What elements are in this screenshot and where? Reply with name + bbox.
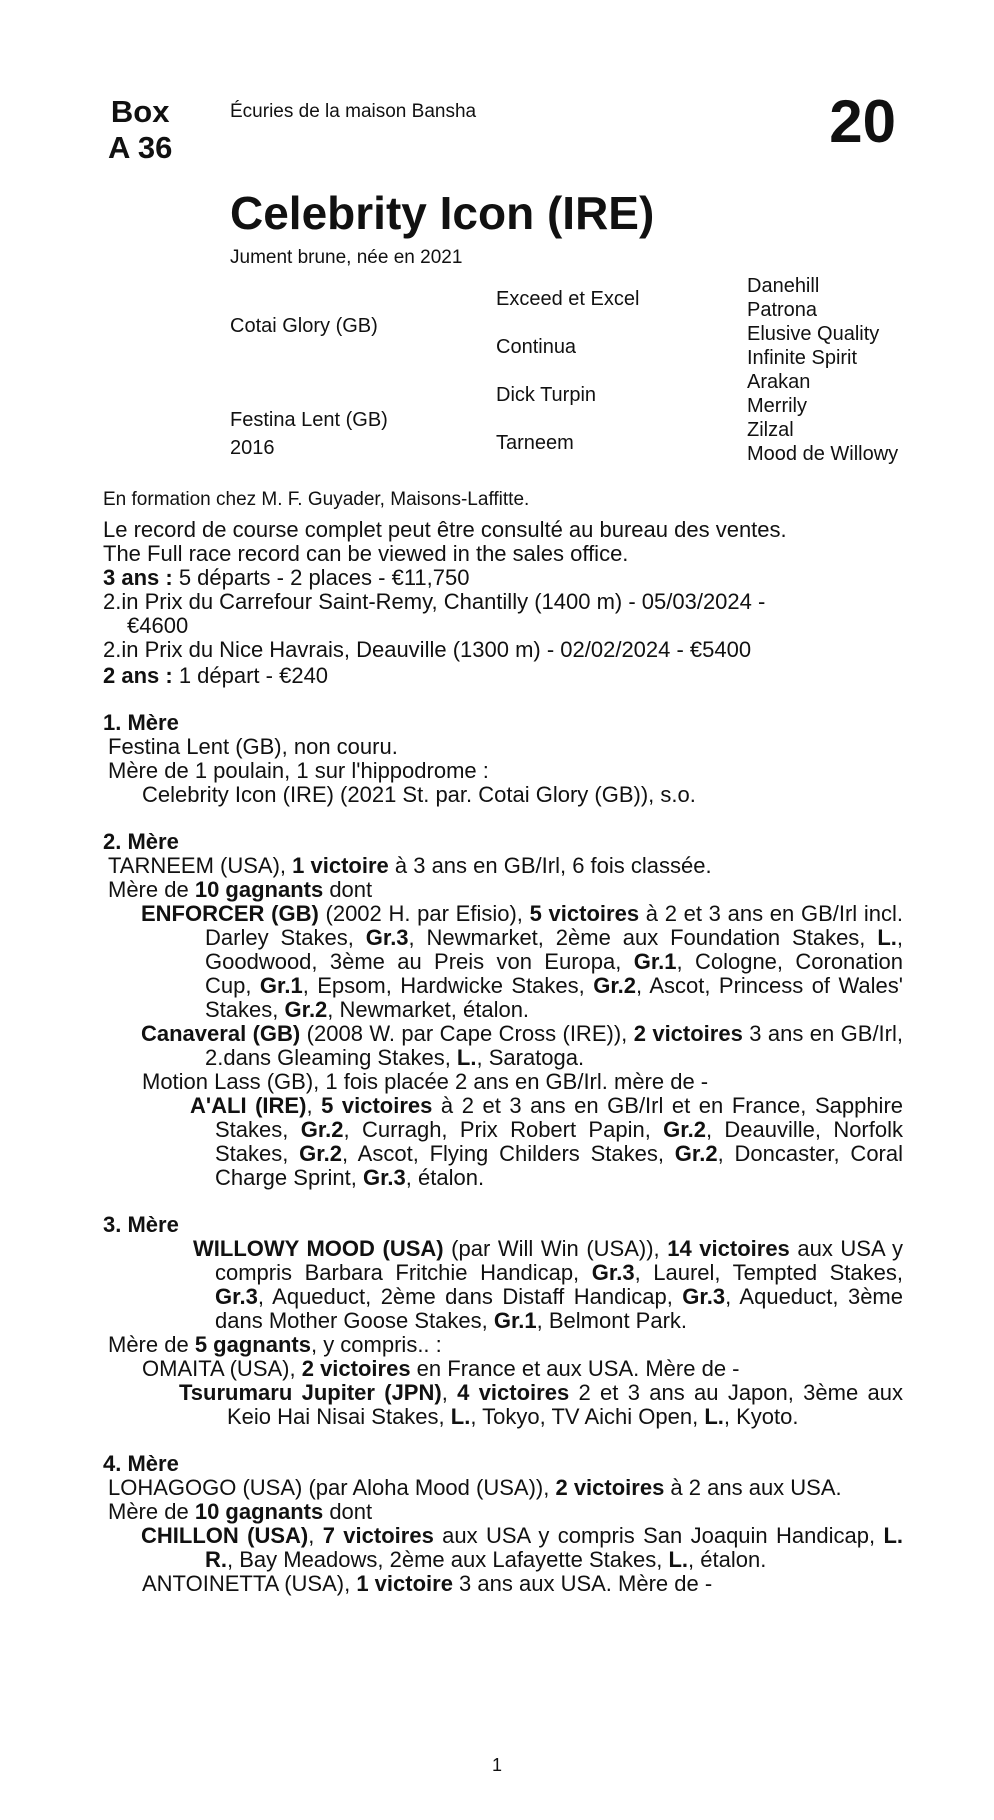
box-location — [108, 94, 172, 166]
text-segment: , Belmont Park. — [536, 1308, 688, 1333]
record-run: 2.in Prix du Nice Havrais, Deauville (1300 m) - 02/02/2024 - €5400 — [103, 637, 752, 662]
bold-text: 10 gagnants — [194, 877, 324, 902]
pedigree-great-grandparent: Mood de Willowy — [747, 443, 899, 465]
dam3-heading: 3. Mère — [103, 1212, 179, 1237]
pedigree-grandparent: Tarneem — [496, 432, 574, 454]
bold-text: L. — [450, 1404, 471, 1429]
pedigree-great-grandparent: Elusive Quality — [747, 323, 880, 345]
dam2-paragraph: Motion Lass (GB), 1 fois placée 2 ans en GB/Irl. mère de - — [142, 1069, 709, 1094]
pedigree-great-grandparent: Zilzal — [747, 419, 794, 441]
dam2-paragraph — [141, 901, 904, 1022]
bold-text: Gr.3 — [591, 1260, 635, 1285]
bold-text: 4 victoires — [457, 1380, 570, 1405]
text-segment: , Newmarket, étalon. — [327, 997, 530, 1022]
bold-text: CHILLON (USA) — [141, 1523, 309, 1548]
record-run: 2.in Prix du Carrefour Saint-Remy, Chantilly (1400 m) - 05/03/2024 - — [103, 589, 766, 614]
text-segment: , Kyoto. — [723, 1404, 799, 1429]
age3-summary: 5 départs - 2 places - €11,750 — [172, 565, 470, 590]
text-segment: , Goodwood, 3ème au Preis von Europa, — [205, 925, 904, 974]
box-label: Box — [110, 94, 170, 129]
lot-number: 20 — [829, 88, 896, 155]
text-segment: , Laurel, Tempted Stakes, — [634, 1260, 903, 1285]
pedigree-great-grandparent: Patrona — [747, 299, 818, 321]
text-segment: 2 et 3 ans au Japon, 3ème aux Keio Hai Nisai Stakes, — [227, 1380, 903, 1429]
bold-text: Gr.1 — [633, 949, 677, 974]
text-segment: , y compris.. : — [310, 1332, 442, 1357]
bold-text: 5 gagnants — [194, 1332, 311, 1357]
text-segment: , Tokyo, TV Aichi Open, — [470, 1404, 705, 1429]
text-segment: , Aqueduct, 2ème dans Distaff Handicap, — [257, 1284, 683, 1309]
bold-text: 1 victoire — [356, 1571, 453, 1596]
dam3-paragraph — [193, 1236, 904, 1333]
pedigree-sire: Cotai Glory (GB) — [230, 315, 378, 337]
bold-text: ENFORCER (GB) — [141, 901, 319, 926]
dam3-paragraph — [179, 1380, 903, 1429]
text-segment: , étalon. — [405, 1165, 485, 1190]
bold-text: 5 victoires — [321, 1093, 433, 1118]
dam1-line: Mère de 1 poulain, 1 sur l'hippodrome : — [108, 758, 489, 783]
pedigree-great-grandparent: Arakan — [747, 371, 811, 393]
bold-text: 2 victoires — [633, 1021, 743, 1046]
pedigree-dam-year: 2016 — [230, 437, 275, 459]
bold-text: Tsurumaru Jupiter (JPN) — [179, 1380, 442, 1405]
text-segment: aux USA y compris Barbara Fritchie Handicap, — [215, 1236, 904, 1285]
bold-text: L. — [668, 1547, 689, 1572]
dam2-paragraph — [141, 1021, 903, 1070]
text-segment: 3 ans aux USA. Mère de - — [452, 1571, 713, 1596]
pedigree-great-grandparent: Merrily — [747, 395, 807, 417]
text-segment: dont — [323, 877, 373, 902]
record-age3 — [103, 566, 903, 590]
bold-text: 5 victoires — [529, 901, 640, 926]
text-segment: , Doncaster, Coral Charge Sprint, — [215, 1141, 904, 1190]
bold-text: 14 victoires — [667, 1236, 790, 1261]
text-segment: , — [306, 1093, 322, 1118]
page-number: 1 — [491, 1755, 502, 1775]
text-segment: , Ascot, Princess of Wales' Stakes, — [205, 973, 903, 1022]
text-segment: , Cologne, Coronation Cup, — [205, 949, 903, 998]
bold-text: Gr.2 — [300, 1117, 344, 1142]
text-segment: , Epsom, Hardwicke Stakes, — [302, 973, 594, 998]
horse-name: Celebrity Icon (IRE) — [230, 187, 655, 239]
horse-description: Jument brune, née en 2021 — [230, 247, 463, 268]
age2-summary: 1 départ - €240 — [172, 663, 329, 688]
bold-text: Gr.3 — [215, 1284, 258, 1309]
dam1-line: Festina Lent (GB), non couru. — [108, 734, 398, 759]
text-segment: , étalon. — [688, 1547, 767, 1572]
dam1-line: Celebrity Icon (IRE) (2021 St. par. Cotai Glory (GB)), s.o. — [142, 782, 696, 807]
bold-text: 2 victoires — [301, 1356, 411, 1381]
bold-text: L. — [456, 1045, 477, 1070]
dam3-paragraph — [103, 1333, 903, 1357]
bold-text: L. — [704, 1404, 724, 1429]
bold-text: Canaveral (GB) — [141, 1021, 301, 1046]
bold-text: Gr.1 — [493, 1308, 537, 1333]
bold-text: Gr.1 — [259, 973, 303, 998]
dam2-paragraph — [190, 1093, 904, 1190]
dam2-paragraph — [103, 854, 728, 902]
record-run-cont: €4600 — [127, 613, 189, 638]
record-note-en: The Full race record can be viewed in the sales office. — [103, 541, 629, 566]
text-segment: à 2 et 3 ans en GB/Irl et en France, Sapphire Stakes, — [215, 1093, 904, 1142]
record-age2 — [103, 664, 903, 688]
bold-text: L. R. — [205, 1523, 904, 1572]
text-segment: LOHAGOGO (USA) (par Aloha Mood (USA)), — [108, 1475, 556, 1500]
consignor: Écuries de la maison Bansha — [230, 101, 477, 122]
bold-text: Gr.2 — [284, 997, 328, 1022]
text-segment: (2002 H. par Efisio), — [318, 901, 530, 926]
bold-text: 1 victoire — [292, 853, 389, 878]
text-segment: TARNEEM (USA), — [108, 853, 293, 878]
text-segment: à 2 et 3 ans en GB/Irl incl. Darley Stakes, — [205, 901, 904, 950]
text-segment: , Bay Meadows, 2ème aux Lafayette Stakes, — [227, 1547, 669, 1572]
text-segment: , Curragh, Prix Robert Papin, — [343, 1117, 664, 1142]
text-segment: à 2 ans aux USA. Mère de — [108, 1475, 842, 1524]
text-segment: OMAITA (USA), — [142, 1356, 302, 1381]
text-segment: , Saratoga. — [476, 1045, 585, 1070]
pedigree-grandparent: Exceed et Excel — [496, 288, 640, 310]
catalogue-body — [103, 488, 903, 1596]
text-segment: (par Will Win (USA)), — [443, 1236, 668, 1261]
pedigree-great-grandparent: Danehill — [747, 275, 820, 297]
pedigree-grandparent: Continua — [496, 336, 577, 358]
dam4-heading: 4. Mère — [103, 1451, 179, 1476]
age3-label: 3 ans : — [103, 565, 173, 590]
box-number: A 36 — [108, 130, 173, 165]
bold-text: Gr.2 — [674, 1141, 718, 1166]
dam2-heading: 2. Mère — [103, 829, 179, 854]
bold-text: Gr.3 — [365, 925, 409, 950]
dam4-paragraph — [103, 1572, 903, 1596]
bold-text: WILLOWY MOOD (USA) — [193, 1236, 444, 1261]
dam3-paragraph — [103, 1357, 903, 1381]
text-segment: , Ascot, Flying Childers Stakes, — [341, 1141, 675, 1166]
text-segment: à 3 ans en GB/Irl, 6 fois classée. Mère de — [108, 853, 712, 902]
bold-text: Gr.2 — [299, 1141, 342, 1166]
trainer-line: En formation chez M. F. Guyader, Maisons-Laffitte. — [103, 489, 530, 510]
bold-text: 7 victoires — [322, 1523, 434, 1548]
dam4-paragraph — [103, 1476, 868, 1524]
text-segment: , Newmarket, 2ème aux Foundation Stakes, — [408, 925, 878, 950]
dam4-paragraph — [141, 1523, 904, 1572]
text-segment: en France et aux USA. Mère de - — [410, 1356, 740, 1381]
bold-text: L. — [877, 925, 897, 950]
bold-text: 2 victoires — [555, 1475, 665, 1500]
dam1-heading: 1. Mère — [103, 710, 179, 735]
text-segment: dont — [323, 1499, 373, 1524]
text-segment: aux USA y compris San Joaquin Handicap, — [433, 1523, 884, 1548]
age2-label: 2 ans : — [103, 663, 173, 688]
pedigree-grandparent: Dick Turpin — [496, 384, 597, 406]
bold-text: Gr.3 — [682, 1284, 726, 1309]
text-segment: , Deauville, Norfolk Stakes, — [215, 1117, 903, 1166]
text-segment: , — [441, 1380, 458, 1405]
text-segment: ANTOINETTA (USA), — [142, 1571, 357, 1596]
bold-text: 10 gagnants — [194, 1499, 324, 1524]
bold-text: Gr.3 — [362, 1165, 406, 1190]
record-note-fr: Le record de course complet peut être consulté au bureau des ventes. — [103, 517, 787, 542]
text-segment: , — [308, 1523, 323, 1548]
pedigree-dam: Festina Lent (GB) — [230, 409, 388, 431]
pedigree-great-grandparent: Infinite Spirit — [747, 347, 858, 369]
text-segment: , Aqueduct, 3ème dans Mother Goose Stakes, — [215, 1284, 903, 1333]
text-segment: 3 ans en GB/Irl, 2.dans Gleaming Stakes, — [205, 1021, 903, 1070]
text-segment: Mère de — [108, 1332, 195, 1357]
bold-text: Gr.2 — [593, 973, 637, 998]
text-segment: (2008 W. par Cape Cross (IRE)), — [300, 1021, 634, 1046]
bold-text: Gr.2 — [663, 1117, 706, 1142]
bold-text: A'ALI (IRE) — [190, 1093, 307, 1118]
